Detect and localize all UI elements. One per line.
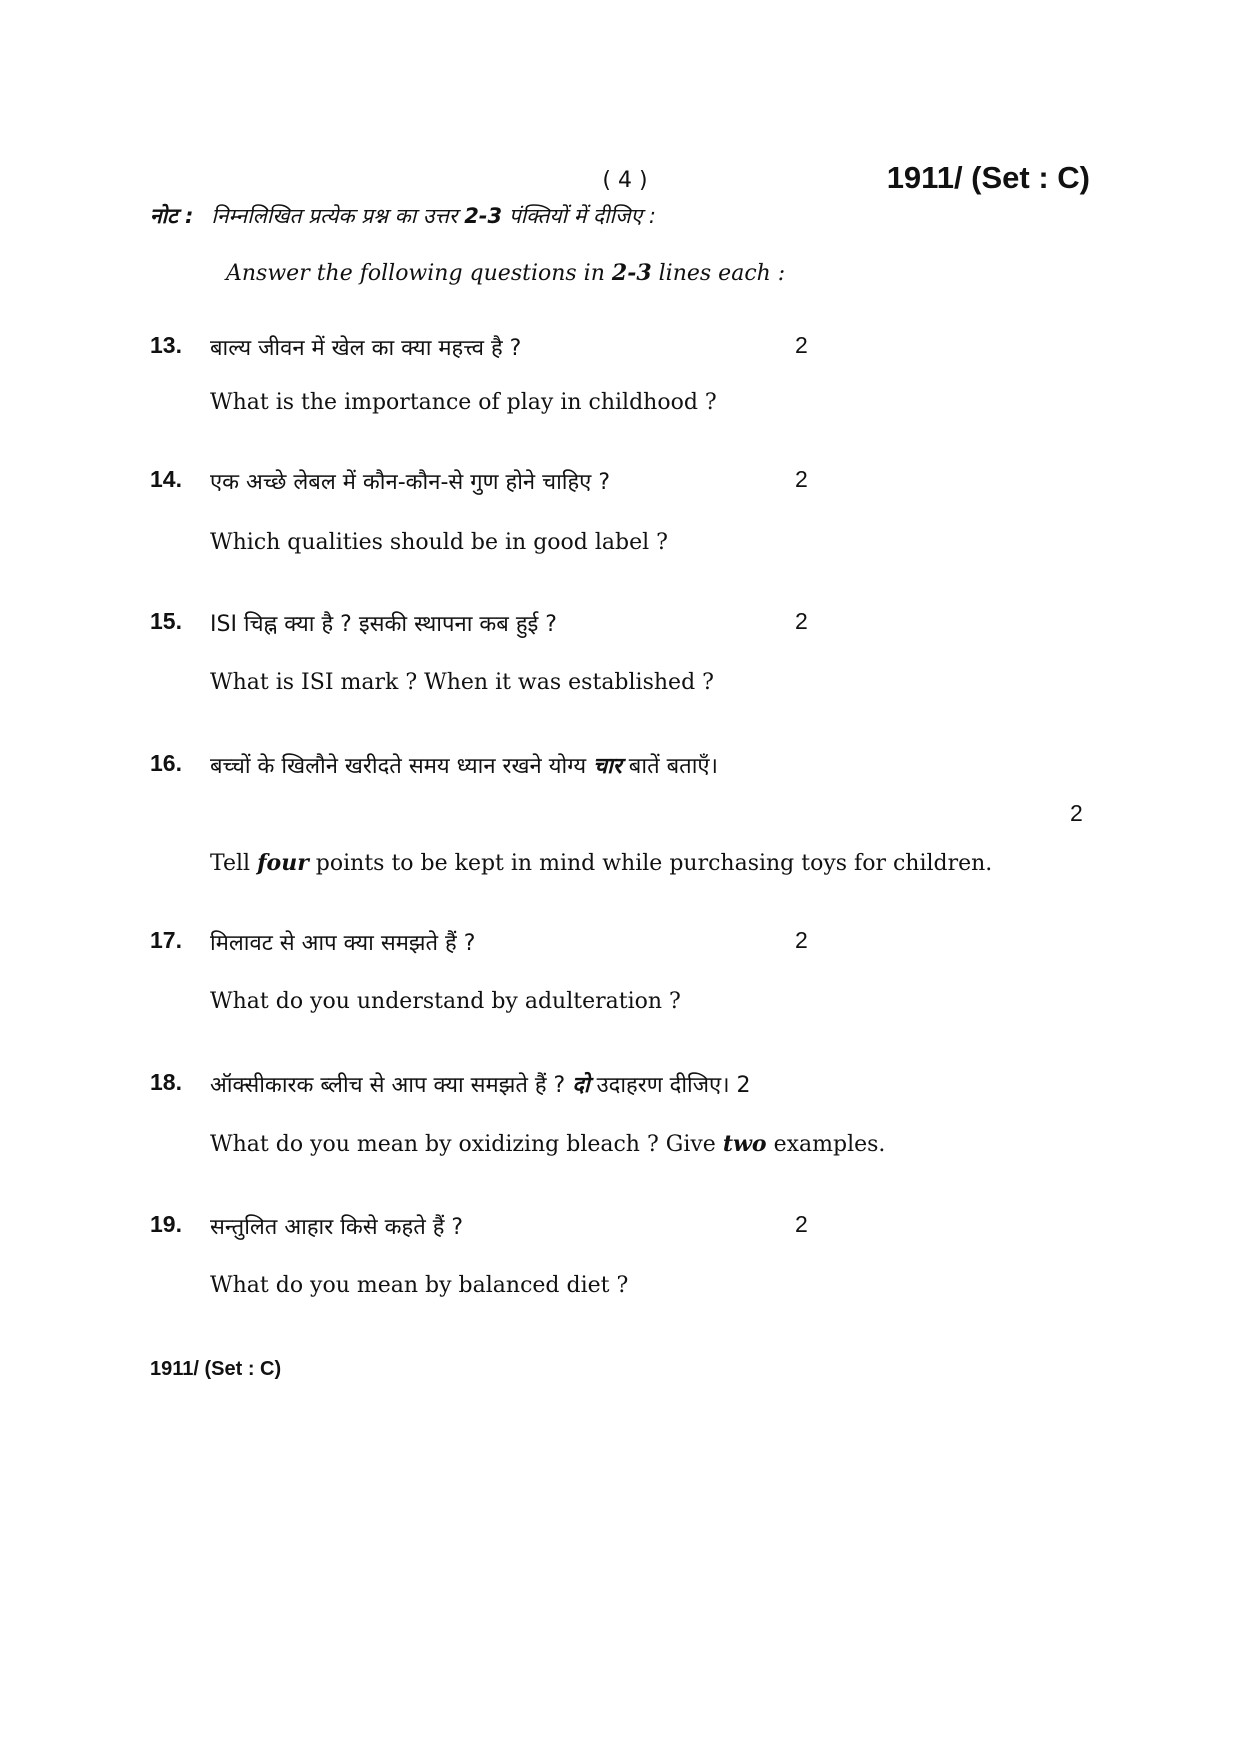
note-hi-lines: 2-3: [464, 204, 503, 228]
question-english: What is ISI mark ? When it was established ?: [210, 670, 714, 695]
question-marks: 2: [795, 332, 808, 358]
question-number: 17.: [150, 927, 182, 953]
paper-code-footer: 1911/ (Set : C): [150, 1358, 282, 1380]
note-en-text-end: lines each :: [651, 261, 786, 286]
question-marks: 2: [795, 466, 808, 492]
note-label: नोट :: [150, 204, 194, 228]
question-english: What do you understand by adulteration ?: [210, 989, 681, 1014]
question-hindi-text: बच्चों के खिलौने खरीदते समय ध्यान रखने योग्य: [210, 754, 594, 779]
question-marks: 2: [795, 608, 808, 634]
instruction-hindi: [150, 202, 656, 230]
note-hi-text-end: पंक्तियों में दीजिए :: [502, 204, 656, 228]
question-english: What is the importance of play in childhood ?: [210, 390, 717, 415]
question-hindi: मिलावट से आप क्या समझते हैं ?: [210, 931, 476, 956]
question-number: 18.: [150, 1069, 182, 1095]
question-hindi: बाल्य जीवन में खेल का क्या महत्त्व है ?: [210, 336, 522, 361]
question-marks: 2: [795, 927, 808, 953]
question-hindi: [210, 750, 718, 780]
paper-code-header: 1911/ (Set : C): [886, 160, 1090, 195]
question-hindi-text-end: उदाहरण दीजिए। 2: [589, 1073, 751, 1098]
question-english: [210, 1131, 885, 1157]
question-number: 15.: [150, 608, 182, 634]
question-hindi-emphasis: चार: [593, 754, 622, 779]
question-english-text-end: points to be kept in mind while purchasing toys for children.: [308, 851, 993, 876]
question-number: 16.: [150, 750, 182, 776]
note-en-lines: 2-3: [611, 260, 652, 286]
question-english-text-end: examples.: [766, 1132, 886, 1157]
question-number: 13.: [150, 332, 182, 358]
question-number: 19.: [150, 1211, 182, 1237]
question-hindi: एक अच्छे लेबल में कौन-कौन-से गुण होने चाहिए ?: [210, 470, 611, 495]
question-hindi: [210, 1069, 751, 1099]
question-marks: 2: [795, 1211, 808, 1237]
question-english-text: What do you mean by oxidizing bleach ? Give: [210, 1132, 723, 1157]
question-hindi-emphasis: दो: [572, 1073, 590, 1098]
question-hindi: सन्तुलित आहार किसे कहते हैं ?: [210, 1215, 464, 1240]
question-hindi-text: ऑक्सीकारक ब्लीच से आप क्या समझते हैं ?: [210, 1073, 573, 1098]
question-16-marks: 2: [1070, 800, 1083, 826]
page-number: ( 4 ): [602, 168, 648, 193]
question-english-emphasis: four: [257, 850, 309, 876]
question-english: What do you mean by balanced diet ?: [210, 1273, 629, 1298]
question-hindi-text-end: बातें बताएँ।: [621, 754, 718, 779]
note-hi-text: निम्नलिखित प्रत्येक प्रश्न का उत्तर: [211, 204, 465, 228]
question-english-text: Tell: [210, 851, 258, 876]
question-english: Which qualities should be in good label ?: [210, 530, 668, 555]
instruction-english: [226, 260, 785, 286]
question-english-emphasis: two: [722, 1131, 767, 1157]
note-en-text: Answer the following questions in: [226, 261, 612, 286]
question-number: 14.: [150, 466, 182, 492]
question-english: [210, 850, 992, 876]
question-hindi: ISI चिह्न क्या है ? इसकी स्थापना कब हुई ?: [210, 612, 557, 637]
